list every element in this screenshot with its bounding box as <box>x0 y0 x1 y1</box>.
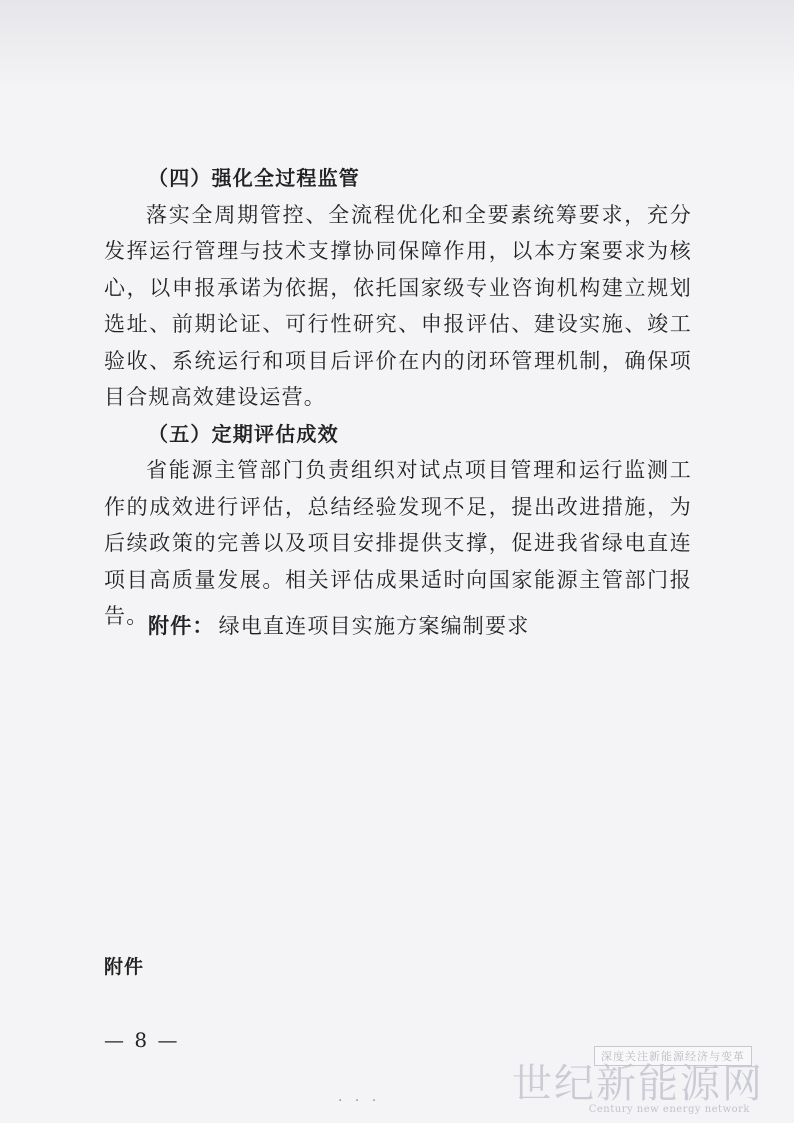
section-paragraph-4: 落实全周期管控、全流程优化和全要素统筹要求，充分发挥运行管理与技术支撑协同保障作用，以本方案要求为核心，以申报承诺为依据，依托国家级专业咨询机构建立规划选址、前期论证、可行性研究、申报评估、建设实施、竣工验收、系统运行和项目后评价在内的闭环管理机制，确保项目合规高效建设运营。 <box>104 202 692 409</box>
scan-dots: · · · <box>338 1093 381 1109</box>
watermark-brand: 世纪新能源网 <box>512 1061 764 1107</box>
attachment-line <box>148 610 529 640</box>
section-heading-5: （五）定期评估成效 <box>148 421 339 446</box>
watermark-brand-en: Century new energy network <box>588 1104 750 1115</box>
document-body <box>104 160 692 635</box>
section-heading-4: （四）强化全过程监管 <box>148 166 360 190</box>
footer-attachment-label: 附件 <box>104 956 145 978</box>
page-number: — 8 — <box>104 1028 180 1052</box>
attachment-label: 附件 <box>148 614 193 638</box>
section-5 <box>104 416 692 635</box>
watermark-slogan: 深度关注新能源经济与变革 <box>594 1046 752 1066</box>
page-top-shade <box>0 0 794 90</box>
section-paragraph-5: 省能源主管部门负责组织对试点项目管理和运行监测工作的成效进行评估，总结经验发现不足，提出改进措施，为后续政策的完善以及项目安排提供支撑，促进我省绿电直连项目高质量发展。相关评估成果适时向国家能源主管部门报告。 <box>104 458 692 628</box>
attachment-title: 绿电直连项目实施方案编制要求 <box>218 614 530 638</box>
attachment-separator: ： <box>192 614 215 638</box>
section-4 <box>104 160 692 416</box>
